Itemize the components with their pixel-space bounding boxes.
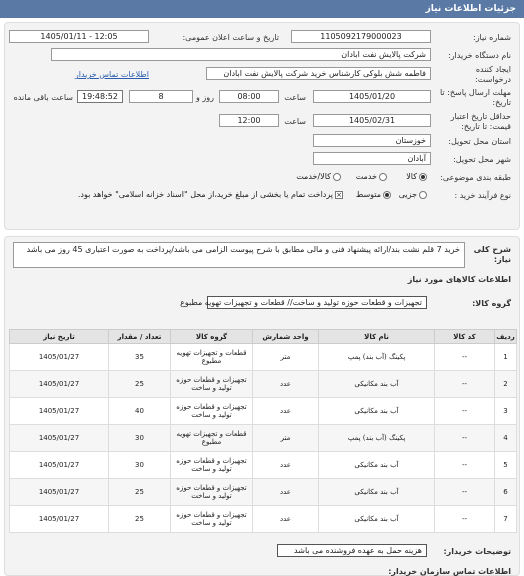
- radio-icon: [419, 191, 427, 199]
- process-small-option[interactable]: [399, 190, 427, 199]
- item-unit: عدد: [253, 398, 319, 425]
- city-label: شهر محل تحویل:: [453, 155, 511, 164]
- item-code: --: [435, 398, 495, 425]
- item-group: قطعات و تجهیزات تهویه مطبوع: [171, 344, 253, 371]
- item-group: تجهیزات و قطعات حوزه تولید و ساخت: [171, 371, 253, 398]
- item-date: 1405/01/27: [10, 371, 109, 398]
- item-name: پکینگ (آب بند) پمپ: [319, 344, 435, 371]
- item-qty: 40: [109, 398, 171, 425]
- col-group: گروه کالا: [171, 330, 253, 344]
- creator-label: ایجاد کننده درخواست:: [475, 65, 511, 84]
- item-date: 1405/01/27: [10, 344, 109, 371]
- need-no-field: 1105092179000023: [291, 30, 431, 43]
- radio-icon: [333, 173, 341, 181]
- category-service-option[interactable]: [356, 172, 387, 181]
- item-date: 1405/01/27: [10, 398, 109, 425]
- treasury-payment-text: پرداخت تمام یا بخشی از مبلغ خرید،از محل "اسناد خزانه اسلامی" خواهد بود.: [77, 190, 333, 199]
- table-row: [10, 479, 517, 506]
- treasury-payment-option[interactable]: [78, 190, 343, 199]
- radio-icon: [379, 173, 387, 181]
- col-code: کد کالا: [435, 330, 495, 344]
- item-code: --: [435, 479, 495, 506]
- buyer-notes-field: هزینه حمل به عهده فروشنده می باشد: [277, 544, 427, 557]
- item-qty: 35: [109, 344, 171, 371]
- row-number: 1: [495, 344, 517, 371]
- need-details-panel: [4, 236, 520, 576]
- city-field: آبادان: [313, 152, 431, 165]
- item-qty: 30: [109, 425, 171, 452]
- group-label: گروه کالا:: [472, 299, 511, 308]
- item-code: --: [435, 452, 495, 479]
- table-row: [10, 425, 517, 452]
- col-name: نام کالا: [319, 330, 435, 344]
- table-header-row: [10, 330, 517, 344]
- process-small-text: جزیی: [398, 190, 417, 199]
- reply-date-field: 1405/01/20: [313, 90, 431, 103]
- item-date: 1405/01/27: [10, 506, 109, 533]
- goods-info-title: اطلاعات کالاهای مورد نیاز: [407, 275, 511, 284]
- item-qty: 30: [109, 452, 171, 479]
- process-medium-text: متوسط: [355, 190, 381, 199]
- page-header: [0, 0, 524, 18]
- item-unit: عدد: [253, 479, 319, 506]
- remaining-time-field: 19:48:52: [77, 90, 123, 103]
- validity-time-label: ساعت: [284, 117, 306, 126]
- item-unit: عدد: [253, 506, 319, 533]
- row-number: 3: [495, 398, 517, 425]
- item-group: تجهیزات و قطعات حوزه تولید و ساخت: [171, 398, 253, 425]
- category-goods-option[interactable]: [406, 172, 427, 181]
- category-service-text: خدمت: [355, 172, 377, 181]
- remaining-label: ساعت باقی مانده: [13, 93, 73, 102]
- category-goods-text: کالا: [406, 172, 417, 181]
- item-name: پکینگ (آب بند) پمپ: [319, 425, 435, 452]
- price-validity-label: حداقل تاریخ اعتبار قیمت: تا تاریخ:: [450, 112, 511, 131]
- col-unit: واحد شمارش: [253, 330, 319, 344]
- province-field: خوزستان: [313, 134, 431, 147]
- item-unit: متر: [253, 425, 319, 452]
- item-qty: 25: [109, 479, 171, 506]
- description-field: خرید 7 قلم نشت بند/ارائه پیشنهاد فنی و مالی مطابق با شرح پیوست الزامی می باشد/پرداخت به صورت اعتباری 45 روز می باشد: [13, 242, 465, 268]
- item-name: آب بند مکانیکی: [319, 479, 435, 506]
- item-group: قطعات و تجهیزات تهویه مطبوع: [171, 425, 253, 452]
- category-both-option[interactable]: [296, 172, 341, 181]
- checkbox-icon: ×: [336, 190, 342, 199]
- validity-date-field: 1405/02/31: [313, 114, 431, 127]
- item-group: تجهیزات و قطعات حوزه تولید و ساخت: [171, 452, 253, 479]
- row-number: 4: [495, 425, 517, 452]
- validity-time-field: 12:00: [219, 114, 279, 127]
- item-qty: 25: [109, 371, 171, 398]
- description-label: شرح کلی نیاز:: [473, 245, 511, 264]
- radio-selected-icon: [383, 191, 391, 199]
- row-number: 5: [495, 452, 517, 479]
- announce-label: تاریخ و ساعت اعلان عمومی:: [182, 33, 279, 42]
- item-name: آب بند مکانیکی: [319, 398, 435, 425]
- table-row: [10, 506, 517, 533]
- table-row: [10, 398, 517, 425]
- buyer-field: شرکت پالایش نفت ابادان: [51, 48, 431, 61]
- remaining-days-field: 8: [129, 90, 193, 103]
- col-row: ردیف: [495, 330, 517, 344]
- item-qty: 25: [109, 506, 171, 533]
- item-unit: عدد: [253, 452, 319, 479]
- creator-field: فاطمه شش بلوکی کارشناس خرید شرکت پالایش نفت ابادان: [206, 67, 431, 80]
- buyer-notes-label: توضیحات خریدار:: [443, 547, 511, 556]
- process-medium-option[interactable]: [356, 190, 391, 199]
- radio-selected-icon: [419, 173, 427, 181]
- item-code: --: [435, 344, 495, 371]
- item-unit: عدد: [253, 371, 319, 398]
- item-code: --: [435, 425, 495, 452]
- item-date: 1405/01/27: [10, 479, 109, 506]
- reply-time-field: 08:00: [219, 90, 279, 103]
- need-no-label: شماره نیاز:: [473, 33, 511, 42]
- item-code: --: [435, 506, 495, 533]
- item-date: 1405/01/27: [10, 452, 109, 479]
- col-date: تاریخ نیاز: [10, 330, 109, 344]
- item-name: آب بند مکانیکی: [319, 506, 435, 533]
- col-qty: تعداد / مقدار: [109, 330, 171, 344]
- item-group: تجهیزات و قطعات حوزه تولید و ساخت: [171, 479, 253, 506]
- category-both-text: کالا/خدمت: [296, 172, 331, 181]
- item-code: --: [435, 371, 495, 398]
- buyer-org-contact-title: اطلاعات تماس سازمان خریدار:: [388, 567, 511, 576]
- announce-field: 1405/01/11 - 12:05: [9, 30, 149, 43]
- days-label: روز و: [196, 93, 214, 102]
- reply-deadline-label: مهلت ارسال پاسخ: تا تاریخ:: [439, 88, 511, 107]
- buyer-contact-link[interactable]: اطلاعات تماس خریدار: [74, 70, 149, 79]
- item-group: تجهیزات و قطعات حوزه تولید و ساخت: [171, 506, 253, 533]
- row-number: 7: [495, 506, 517, 533]
- item-name: آب بند مکانیکی: [319, 452, 435, 479]
- table-row: [10, 344, 517, 371]
- page-title: جزئیات اطلاعات نیاز: [425, 4, 516, 14]
- table-row: [10, 452, 517, 479]
- item-name: آب بند مکانیکی: [319, 371, 435, 398]
- province-label: استان محل تحویل:: [448, 137, 511, 146]
- group-field: تجهیزات و قطعات حوزه تولید و ساخت// قطعات و تجهیزات تهویه مطبوع: [207, 296, 427, 309]
- buyer-label: نام دستگاه خریدار:: [448, 51, 511, 60]
- need-info-panel: [4, 22, 520, 230]
- process-type-label: نوع فرآیند خرید :: [454, 191, 511, 200]
- item-date: 1405/01/27: [10, 425, 109, 452]
- row-number: 2: [495, 371, 517, 398]
- item-unit: متر: [253, 344, 319, 371]
- row-number: 6: [495, 479, 517, 506]
- category-label: طبقه بندی موضوعی:: [440, 173, 511, 182]
- reply-time-label: ساعت: [284, 93, 306, 102]
- items-table: [9, 329, 517, 533]
- table-row: [10, 371, 517, 398]
